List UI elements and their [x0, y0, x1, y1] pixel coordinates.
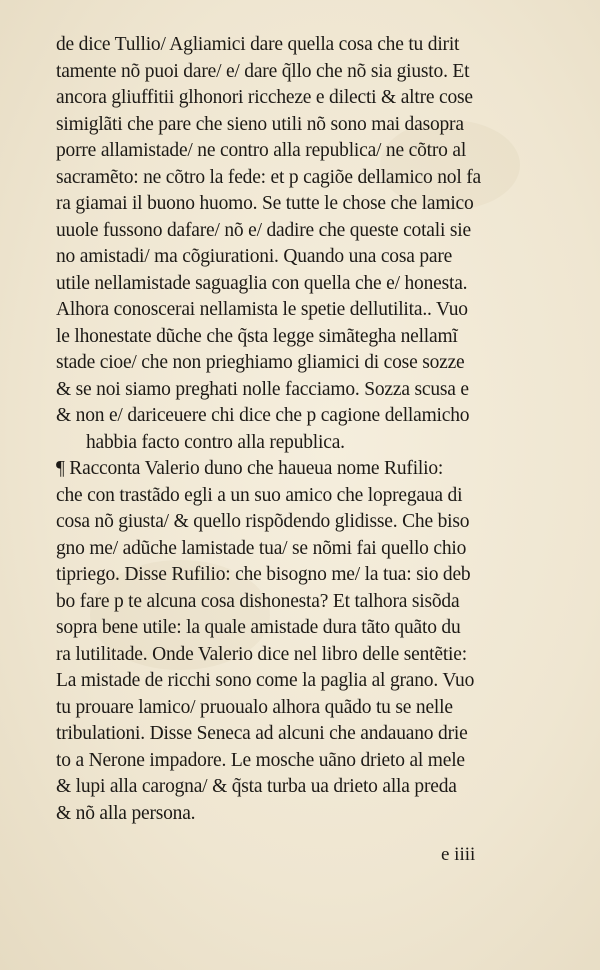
text-line: de dice Tullio/ Agliamici dare quella cosa che tu dirit: [56, 34, 460, 55]
text-line: tipriego. Disse Rufilio: che bisogno me/ la tua: sio deb: [56, 564, 471, 585]
text-line: stade cioe/ che non prieghiamo gliamici di cose sozze: [56, 352, 465, 373]
text-line: & lupi alla carogna/ & q̃sta turba ua drieto alla preda: [56, 776, 457, 797]
text-line: tamente nõ puoi dare/ e/ dare q̃llo che nõ sia giusto. Et: [56, 60, 470, 82]
text-line: no amistadi/ ma cõgiurationi. Quando una cosa pare: [56, 246, 453, 267]
text-line: gno me/ adũche lamistade tua/ se nõmi fai quello chio: [56, 537, 467, 559]
text-line: tribulationi. Disse Seneca ad alcuni che andauano drie: [56, 723, 468, 744]
text-line: & se noi siamo preghati nolle facciamo. Sozza scusa e: [56, 378, 469, 400]
signature-mark: e iiii: [441, 844, 476, 865]
text-line: ra lutilitade. Onde Valerio dice nel libro delle sentẽtie:: [56, 643, 467, 665]
text-line: le lhonestate dũche che q̃sta legge simãtegha nellamĩ: [56, 325, 458, 347]
text-line: sopra bene utile: la quale amistade dura tãto quãto du: [56, 617, 461, 638]
text-line: cosa nõ giusta/ & quello rispõdendo glidisse. Che biso: [56, 511, 470, 532]
text-line: Alhora conoscerai nellamista le spetie dellutilita.. Vuo: [56, 299, 468, 320]
text-line: bo fare p te alcuna cosa dishonesta? Et talhora sisõda: [56, 590, 460, 612]
paragraph-start-line: ¶ Racconta Valerio duno che haueua nome Rufilio:: [56, 458, 444, 479]
text-line: tu prouare lamico/ pruoualo alhora quãdo tu se nelle: [56, 696, 453, 718]
text-line: & non e/ dariceuere chi dice che p cagione dellamicho: [56, 405, 470, 426]
text-line: uuole fussono dafare/ nõ e/ dadire che queste cotali sie: [56, 219, 471, 241]
text-line: utile nellamistade saguaglia con quella che e/ honesta.: [56, 272, 468, 294]
text-line: & nõ alla persona.: [56, 802, 196, 824]
text-line: ancora gliuffitii glhonori riccheze e dilecti & altre cose: [56, 87, 473, 108]
text-line: La mistade de ricchi sono come la paglia al grano. Vuo: [56, 670, 475, 691]
text-line: simiglãti che pare che sieno utili nõ sono mai dasopra: [56, 113, 464, 135]
text-block: [56, 32, 546, 827]
text-line: sacramẽto: ne cõtro la fede: et p cagiõe dellamico nol fa: [56, 166, 481, 188]
text-line: ra giamai il buono huomo. Se tutte le chose che lamico: [56, 193, 474, 214]
text-line: habbia facto contro alla republica.: [86, 431, 345, 453]
text-line: to a Nerone impadore. Le mosche uãno drieto al mele: [56, 749, 465, 771]
text-line: porre allamistade/ ne contro alla republica/ ne cõtro al: [56, 140, 467, 161]
text-line: che con trastãdo egli a un suo amico che lopregaua di: [56, 484, 463, 506]
